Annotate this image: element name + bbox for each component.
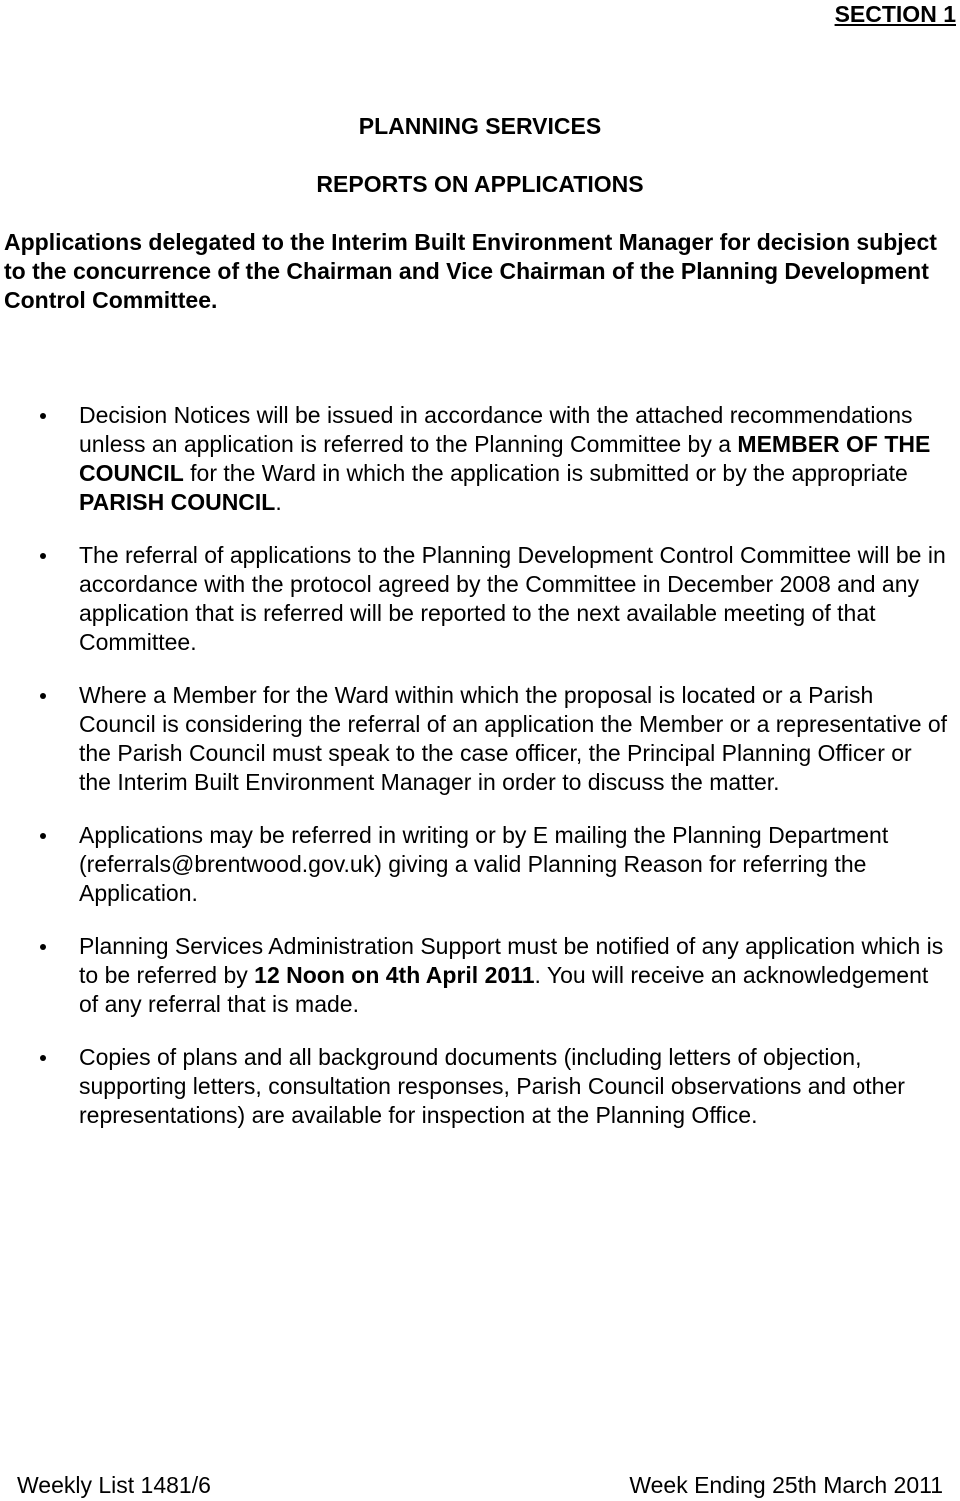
list-item-deadline xyxy=(0,932,960,1019)
list-item-referral-protocol xyxy=(0,541,960,657)
bullet-text: . You will receive an acknowledgement of any referral that is made. xyxy=(79,962,929,1017)
bullet-text: Decision Notices will be issued in accordance with the attached recommendations unless an application is referred to the Planning Committee by a xyxy=(79,402,913,457)
bullet-text: The referral of applications to the Planning Development Control Committee will be in accordance with the protocol agreed by the Committee in December 2008 and any application that is referred will be reported to the next available meeting of that Committee. xyxy=(79,542,946,655)
bullet-icon xyxy=(40,693,46,699)
footer-week-ending: Week Ending 25th March 2011 xyxy=(629,1472,943,1498)
bullet-text: Applications may be referred in writing or by E mailing the Planning Department (referrals@brentwood.gov.uk) giving a valid Planning Reason for referring the Application. xyxy=(79,822,889,906)
bullet-text: Copies of plans and all background documents (including letters of objection, supporting letters, consultation responses, Parish Council observations and other representations) are available for inspection at the Planning Office. xyxy=(79,1044,905,1128)
bullet-text: for the Ward in which the application is submitted or by the appropriate xyxy=(183,460,908,486)
bullet-icon xyxy=(40,553,46,559)
referral-rules-list xyxy=(0,401,960,1154)
bullet-icon xyxy=(40,833,46,839)
bullet-bold-text: MEMBER OF THE COUNCIL xyxy=(79,431,931,486)
page-title: PLANNING SERVICES xyxy=(358,113,602,139)
bullet-icon xyxy=(40,944,46,950)
list-item-member-consultation xyxy=(0,681,960,797)
section-label: SECTION 1 xyxy=(834,1,956,27)
bullet-bold-text: PARISH COUNCIL xyxy=(79,489,276,515)
bullet-icon xyxy=(40,1055,46,1061)
bullet-text: Where a Member for the Ward within which the proposal is located or a Parish Council is considering the referral of an application the Member or a representative of the Parish Council must speak to the case officer, the Principal Planning Officer or the Interim Built Environment Manager in order to discuss the matter. xyxy=(79,682,948,795)
list-item-referral-method xyxy=(0,821,960,908)
bullet-bold-text: 12 Noon on 4th April 2011 xyxy=(254,962,535,988)
page-subtitle: REPORTS ON APPLICATIONS xyxy=(316,171,644,197)
bullet-text: Planning Services Administration Support must be notified of any application which is to be referred by xyxy=(79,933,944,988)
footer-weekly-list: Weekly List 1481/6 xyxy=(17,1472,211,1498)
bullet-text: . xyxy=(275,489,282,515)
bullet-icon xyxy=(40,413,46,419)
intro-paragraph: Applications delegated to the Interim Built Environment Manager for decision subject to the concurrence of the Chairman and Vice Chairman of the Planning Development Control Committee. xyxy=(4,229,937,313)
list-item-inspection xyxy=(0,1043,960,1130)
list-item-decision-notices xyxy=(0,401,960,517)
